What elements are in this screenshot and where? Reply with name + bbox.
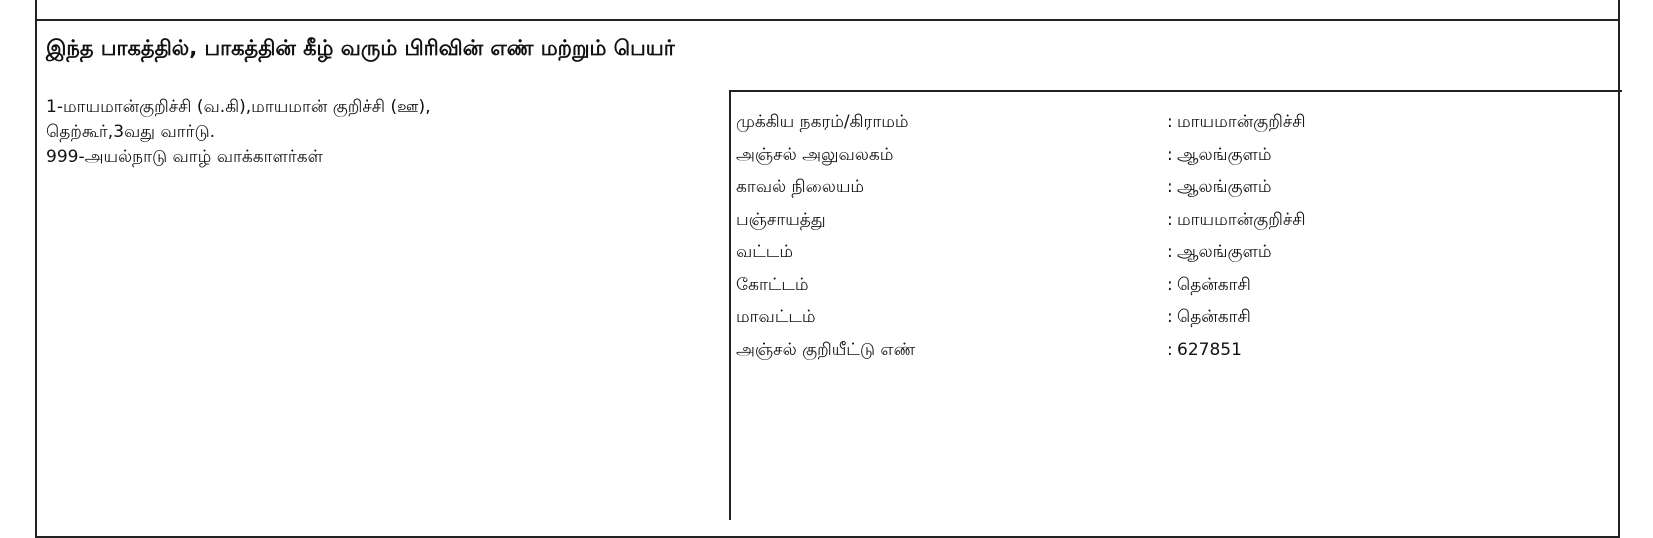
detail-row-pincode <box>736 334 1306 367</box>
detail-separator: : <box>1167 144 1173 165</box>
detail-value: ஆலங்குளம் <box>1177 242 1272 262</box>
detail-label: கோட்டம் <box>736 274 809 295</box>
detail-label: காவல் நிலையம் <box>736 177 865 197</box>
detail-label: பஞ்சாயத்து <box>736 209 826 230</box>
detail-label: முக்கிய நகரம்/கிராமம் <box>736 112 909 132</box>
detail-separator: : <box>1167 209 1173 230</box>
detail-row-post-office <box>736 139 1306 172</box>
detail-separator: : <box>1167 242 1173 262</box>
section-divider <box>35 19 1620 21</box>
detail-value: தென்காசி <box>1177 307 1251 327</box>
detail-label: அஞ்சல் அலுவலகம் <box>736 144 894 165</box>
part-list <box>46 95 686 170</box>
detail-row-division <box>736 269 1306 302</box>
part-item: தெற்கூர்,3வது வார்டு. <box>46 122 216 142</box>
detail-row-main-town <box>736 106 1306 139</box>
part-item: 999-அயல்நாடு வாழ் வாக்காளர்கள் <box>46 147 323 167</box>
detail-row-panchayat <box>736 204 1306 237</box>
detail-row-police-station <box>736 171 1306 204</box>
detail-separator: : <box>1167 177 1173 197</box>
detail-label: மாவட்டம் <box>736 307 816 327</box>
detail-row-district <box>736 301 1306 334</box>
detail-row-taluk <box>736 236 1306 269</box>
detail-label: வட்டம் <box>736 242 794 262</box>
detail-value: மாயமான்குறிச்சி <box>1177 112 1306 132</box>
detail-value: ஆலங்குளம் <box>1177 177 1272 197</box>
detail-value: 627851 <box>1177 339 1242 360</box>
section-heading: இந்த பாகத்தில், பாகத்தின் கீழ் வரும் பிரிவின் எண் மற்றும் பெயர் <box>46 36 675 60</box>
detail-separator: : <box>1167 274 1173 295</box>
detail-separator: : <box>1167 112 1173 132</box>
detail-value: தென்காசி <box>1177 274 1251 295</box>
details-list <box>736 106 1306 366</box>
detail-separator: : <box>1167 307 1173 327</box>
detail-value: ஆலங்குளம் <box>1177 144 1272 165</box>
detail-value: மாயமான்குறிச்சி <box>1177 209 1306 230</box>
detail-label: அஞ்சல் குறியீட்டு எண் <box>736 339 916 360</box>
detail-separator: : <box>1167 339 1173 360</box>
part-item: 1-மாயமான்குறிச்சி (வ.கி),மாயமான் குறிச்சி (ஊ), <box>46 97 431 117</box>
